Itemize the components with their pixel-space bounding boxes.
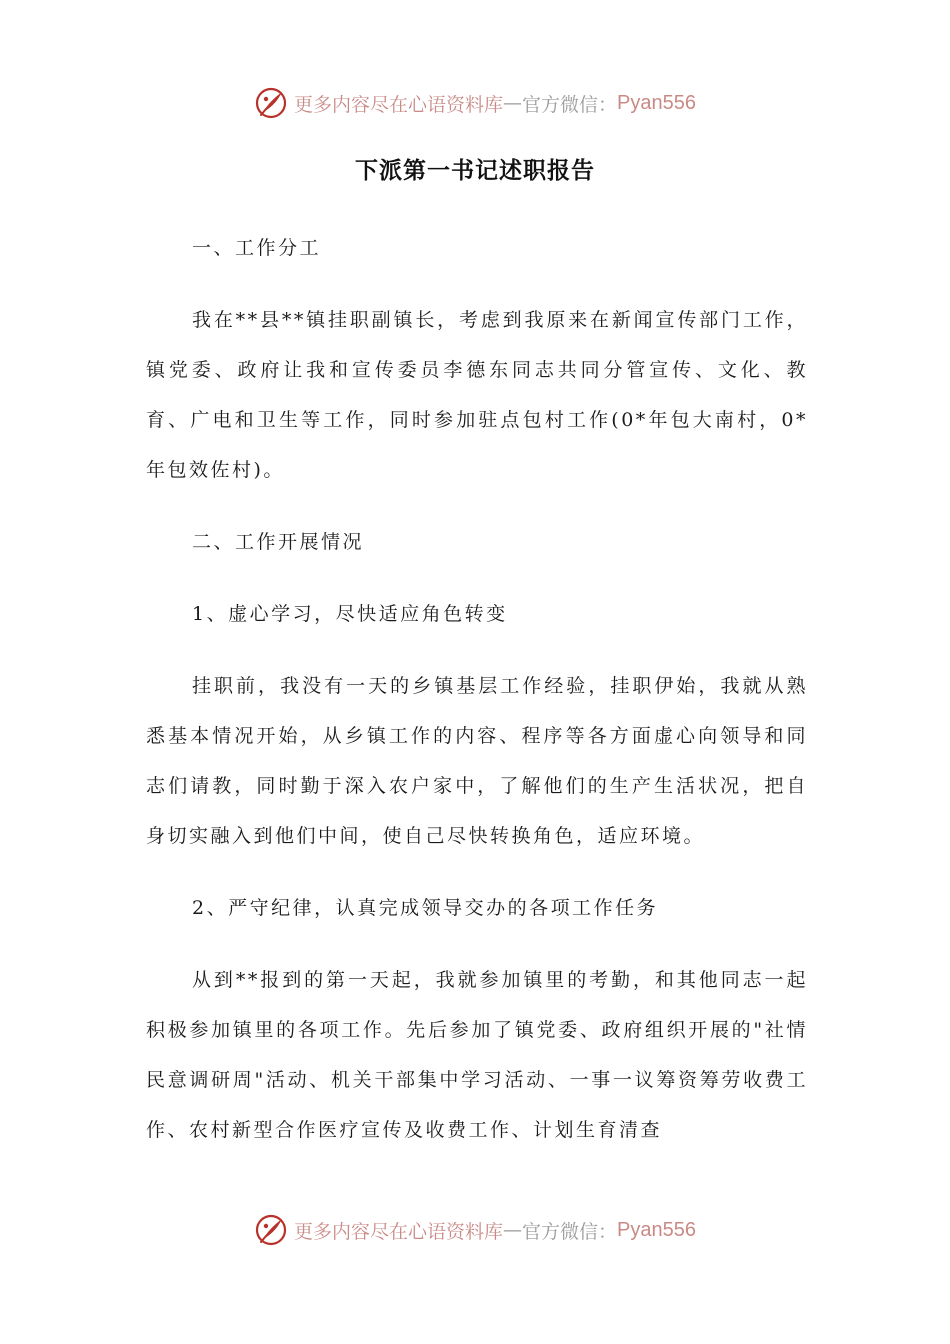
paragraph-discipline: 从到**报到的第一天起，我就参加镇里的考勤，和其他同志一起积极参加镇里的各项工作。先后参加了镇党委、政府组织开展的"社情民意调研周"活动、机关干部集中学习活动、一事一议筹资筹劳收费工作、农村新型合作医疗宣传及收费工作、计划生育清查 (146, 969, 808, 1141)
footer-banner (0, 1205, 950, 1255)
paragraph-work-division: 我在**县**镇挂职副镇长，考虑到我原来在新闻宣传部门工作，镇党委、政府让我和宣传委员李德东同志共同分管宣传、文化、教育、广电和卫生等工作，同时参加驻点包村工作(0*年包大南村，0*年包效佐村)。 (146, 309, 808, 481)
banner-wechat-label: 官方微信： (522, 1220, 618, 1243)
quill-logo-icon (254, 1213, 288, 1247)
header-banner (0, 78, 950, 128)
banner-site-text: 更多内容尽在心语资料库 (294, 93, 504, 116)
banner-dash: — (503, 1219, 523, 1241)
banner-site-text: 更多内容尽在心语资料库 (294, 1220, 504, 1243)
banner-wechat-id: Pyan556 (617, 1218, 696, 1241)
paragraph-learning: 挂职前，我没有一天的乡镇基层工作经验，挂职伊始，我就从熟悉基本情况开始，从乡镇工作的内容、程序等各方面虚心向领导和同志们请教，同时勤于深入农户家中，了解他们的生产生活状况，把自身切实融入到他们中间，使自己尽快转换角色，适应环境。 (146, 675, 808, 847)
subsection-heading-2: 2、严守纪律，认真完成领导交办的各项工作任务 (192, 897, 659, 919)
document-title: 下派第一书记述职报告 (355, 158, 595, 184)
section-heading-2: 二、工作开展情况 (192, 531, 365, 553)
subsection-heading-1: 1、虚心学习，尽快适应角色转变 (192, 603, 508, 625)
quill-logo-icon (254, 86, 288, 120)
document-body (146, 223, 808, 1177)
banner-wechat-label: 官方微信： (522, 93, 618, 116)
section-heading-1: 一、工作分工 (192, 237, 322, 259)
banner-wechat-id: Pyan556 (617, 91, 696, 114)
banner-dash: — (503, 92, 523, 114)
